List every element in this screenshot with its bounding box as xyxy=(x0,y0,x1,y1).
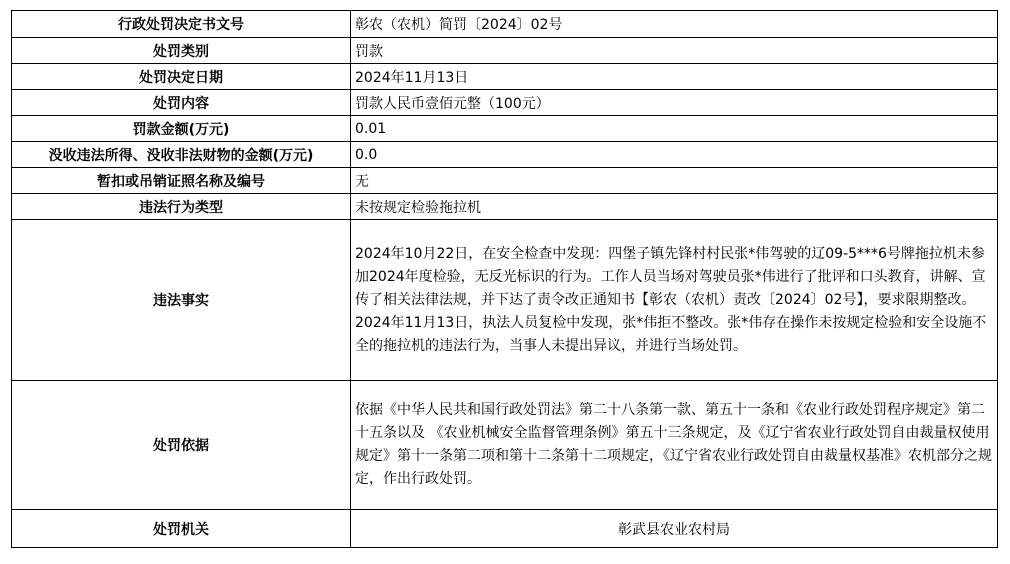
row-value: 无 xyxy=(351,168,998,194)
table-row xyxy=(12,220,998,381)
table-row xyxy=(12,381,998,510)
row-value: 未按规定检验拖拉机 xyxy=(351,194,998,220)
row-label: 处罚机关 xyxy=(12,510,351,548)
row-label: 处罚内容 xyxy=(12,90,351,116)
row-label: 处罚依据 xyxy=(12,381,351,510)
table-row xyxy=(12,510,998,548)
table-row xyxy=(12,38,998,64)
row-value: 罚款人民币壹佰元整（100元） xyxy=(351,90,998,116)
row-label: 违法行为类型 xyxy=(12,194,351,220)
row-label: 暂扣或吊销证照名称及编号 xyxy=(12,168,351,194)
table-row xyxy=(12,168,998,194)
table-row xyxy=(12,64,998,90)
table-row xyxy=(12,116,998,142)
table-row xyxy=(12,142,998,168)
row-label: 没收违法所得、没收非法财物的金额(万元) xyxy=(12,142,351,168)
row-value: 0.0 xyxy=(351,142,998,168)
row-value: 彰农（农机）简罚〔2024〕02号 xyxy=(351,11,998,38)
row-label: 违法事实 xyxy=(12,220,351,381)
row-value: 彰武县农业农村局 xyxy=(351,510,998,548)
table-row xyxy=(12,90,998,116)
row-value: 2024年10月22日，在安全检查中发现：四堡子镇先锋村村民张*伟驾驶的辽09-5***6号牌拖拉机未参加2024年度检验，无反光标识的行为。工作人员当场对驾驶员张*伟进行了批评和口头教育，讲解、宣传了相关法律法规，并下达了责令改正通知书【彰农（农机）责改〔2024〕02号】，要求限期整改。2024年11月13日，执法人员复检中发现，张*伟拒不整改。张*伟存在操作未按规定检验和安全设施不全的拖拉机的违法行为，当事人未提出异议，并进行当场处罚。 xyxy=(351,220,998,381)
penalty-record-table xyxy=(11,10,998,548)
row-value: 罚款 xyxy=(351,38,998,64)
row-label: 处罚类别 xyxy=(12,38,351,64)
table-row xyxy=(12,11,998,38)
table-row xyxy=(12,194,998,220)
row-value: 2024年11月13日 xyxy=(351,64,998,90)
row-value: 依据《中华人民共和国行政处罚法》第二十八条第一款、第五十一条和《农业行政处罚程序规定》第二十五条以及 《农业机械安全监督管理条例》第五十三条规定，及《辽宁省农业行政处罚自由裁量权使用规定》第十一条第二项和第十二条第十二项规定，《辽宁省农业行政处罚自由裁量权基准》农机部分之规定，作出行政处罚。 xyxy=(351,381,998,510)
row-label: 处罚决定日期 xyxy=(12,64,351,90)
row-label: 罚款金额(万元) xyxy=(12,116,351,142)
row-value: 0.01 xyxy=(351,116,998,142)
row-label: 行政处罚决定书文号 xyxy=(12,11,351,38)
